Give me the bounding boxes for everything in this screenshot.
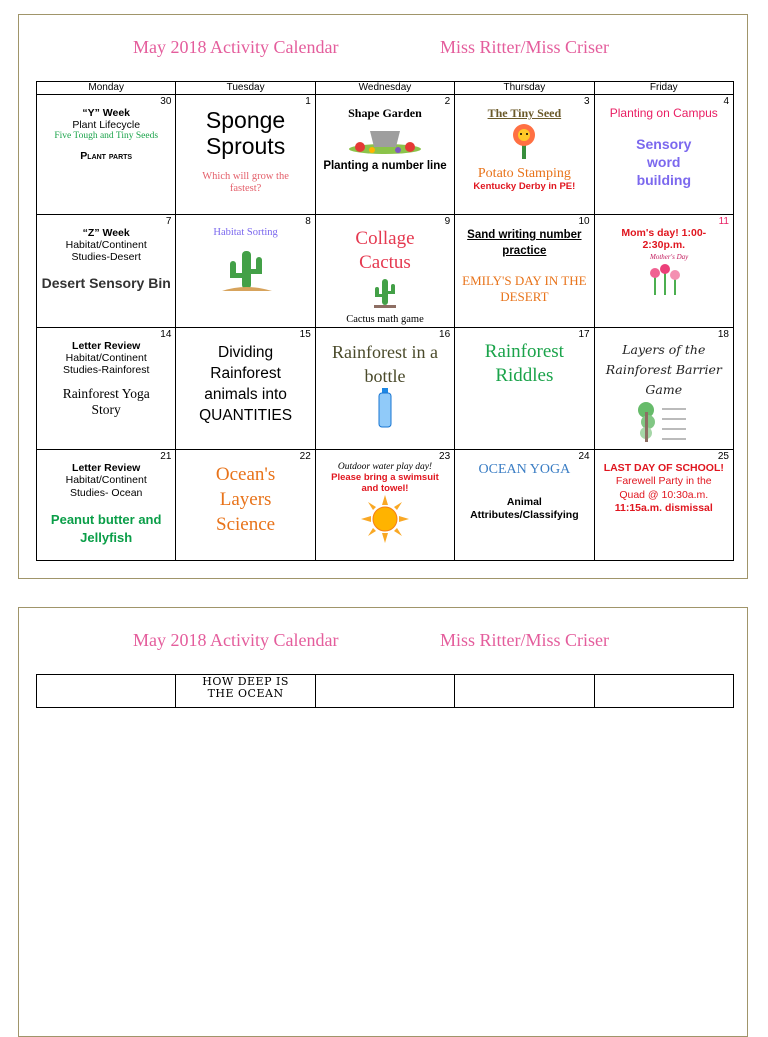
activity-title: Rainforest in a bottle [331, 342, 438, 386]
date-number: 1 [305, 96, 311, 107]
rainforest-layers-icon [634, 400, 694, 444]
cell-tue-22 [176, 450, 315, 561]
date-number: 17 [578, 329, 590, 340]
date-number: 23 [439, 451, 451, 463]
water-bottle-icon [376, 388, 394, 428]
date-number: 15 [299, 329, 311, 340]
activity-title: Shape Garden [348, 106, 422, 120]
cell-fri-25 [594, 450, 733, 561]
book-title: EMILY'S DAY IN THE DESERT [462, 273, 587, 304]
date-number: 10 [578, 216, 590, 227]
activity-title: Habitat Sorting [213, 227, 278, 238]
cell-wed-9 [315, 215, 454, 328]
activity-text: Desert Sensory Bin [41, 275, 171, 292]
date-number: 7 [165, 216, 172, 227]
week-label: Letter Review [72, 340, 141, 352]
cactus-icon [370, 275, 400, 309]
day-header-friday: Friday [594, 82, 733, 95]
date-number: 22 [299, 451, 311, 463]
activity-title: OCEAN YOGA [478, 462, 571, 478]
page-title: May 2018 Activity Calendar [133, 630, 339, 650]
activity-title: Potato Stamping [477, 166, 571, 182]
cell-thu-24 [455, 450, 594, 561]
activity-text: Cactus math game [346, 314, 424, 326]
calendar-page-1 [18, 14, 748, 579]
topic-text: Habitat/Continent Studies- Ocean [65, 474, 147, 499]
cell-tue-1 [176, 95, 315, 215]
day-header-wednesday: Wednesday [315, 82, 454, 95]
week-label: Letter Review [72, 462, 141, 475]
cell-thu-17 [455, 328, 594, 450]
cell-wed-2 [315, 95, 454, 215]
topic-text: Habitat/Continent Studies-Desert [65, 239, 147, 264]
cell-fri [594, 675, 733, 708]
activity-text: Plant parts [80, 150, 133, 163]
cell-mon-7 [37, 215, 176, 328]
event-title: Mom's day! 1:00-2:30p.m. [621, 227, 707, 252]
date-number: 16 [439, 329, 451, 340]
calendar-page-2 [18, 607, 748, 1037]
cell-wed-23 [315, 450, 454, 561]
event-title: LAST DAY OF SCHOOL! [603, 462, 724, 475]
cell-mon-21 [37, 450, 176, 561]
date-number: 9 [444, 216, 451, 227]
activity-title: Ocean's Layers Science [215, 464, 276, 536]
calendar-table [36, 674, 734, 708]
teacher-names: Miss Ritter/Miss Criser [440, 37, 610, 57]
topic-text: Habitat/Continent Studies-Rainforest [63, 352, 150, 377]
book-title: Five Tough and Tiny Seeds [54, 131, 159, 142]
cell-thu [455, 675, 594, 708]
cell-wed [315, 675, 454, 708]
event-note: Please bring a swimsuit and towel! [331, 472, 439, 495]
day-header-thursday: Thursday [455, 82, 594, 95]
activity-title: Collage Cactus [355, 228, 415, 273]
date-number: 25 [717, 451, 729, 463]
date-number: 3 [584, 96, 590, 107]
sun-icon [361, 495, 409, 543]
cell-fri-4 [594, 95, 733, 215]
cell-mon-30 [37, 95, 176, 215]
activity-title: Sponge Sprouts [205, 107, 286, 159]
cell-mon-14 [37, 328, 176, 450]
day-header-monday: Monday [37, 82, 176, 95]
page-title: May 2018 Activity Calendar [133, 37, 339, 57]
cactus-icon [218, 245, 274, 295]
activity-title: Sand writing number practice [467, 229, 582, 257]
cell-tue-15 [176, 328, 315, 450]
activity-title: Planting on Campus [609, 106, 718, 120]
date-number: 4 [723, 96, 729, 107]
date-number: 8 [305, 216, 311, 227]
cell-wed-16 [315, 328, 454, 450]
activity-title: Rainforest Riddles [484, 341, 564, 386]
cell-thu-10 [455, 215, 594, 328]
book-title: The Tiny Seed [487, 106, 562, 120]
flower-icon [504, 121, 544, 161]
date-number: 21 [160, 451, 172, 463]
event-text: Farewell Party in the Quad @ 10:30a.m. [615, 475, 712, 502]
date-number: 11 [718, 216, 729, 227]
activity-text: Rainforest Yoga Story [62, 386, 150, 417]
event-note: 11:15a.m. dismissal [614, 502, 713, 515]
activity-text: Peanut butter and Jellyfish [50, 511, 162, 545]
cell-mon [37, 675, 176, 708]
activity-text: Animal Attributes/Classifying [470, 496, 579, 521]
activity-text: Planting a number line [323, 160, 447, 173]
date-number: 30 [160, 96, 172, 107]
activity-title: Dividing Rainforest animals into QUANTITIES [199, 344, 293, 424]
teacher-names: Miss Ritter/Miss Criser [440, 630, 610, 650]
activity-question: Which will grow the fastest? [202, 171, 289, 195]
week-label: “Z” Week [82, 227, 130, 239]
flowers-icon [644, 251, 689, 301]
day-header-tuesday: Tuesday [176, 82, 315, 95]
activity-title: Layers of the Rainforest Barrier Game [605, 342, 722, 397]
date-number: 2 [444, 96, 451, 107]
topic-text: Plant Lifecycle [72, 119, 141, 132]
activity-title: HOW DEEP IS THE OCEAN [202, 675, 289, 700]
activity-text: Sensory word building [636, 135, 692, 188]
cell-thu-3 [455, 95, 594, 215]
cell-fri-18 [594, 328, 733, 450]
garden-pot-icon [340, 121, 430, 155]
calendar-table [36, 81, 734, 561]
mothers-day-lettering: Mother's Day [649, 253, 689, 262]
date-number: 14 [160, 329, 172, 340]
cell-tue-8 [176, 215, 315, 328]
cell-fri-11 [594, 215, 733, 328]
date-number: 18 [717, 329, 729, 340]
date-number: 24 [578, 451, 590, 463]
activity-title: Outdoor water play day! [337, 462, 433, 473]
week-label: “Y” Week [82, 107, 131, 119]
event-note: Kentucky Derby in PE! [473, 181, 576, 193]
cell-tue [176, 675, 315, 708]
